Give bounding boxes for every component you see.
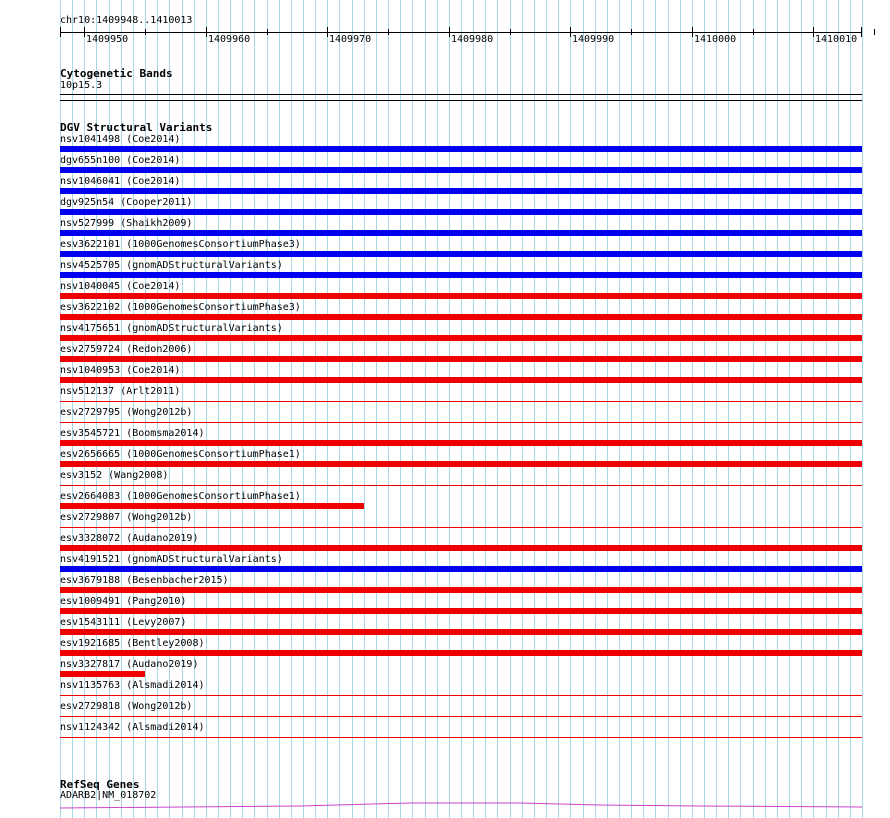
- ruler-tick-label: 1409960: [208, 34, 251, 45]
- dgv-feature-bar[interactable]: [60, 671, 145, 677]
- dgv-feature-label: esv3328072 (Audano2019): [60, 533, 199, 544]
- dgv-track-title[interactable]: DGV Structural Variants: [60, 121, 213, 134]
- ruler-tick-label: 1409990: [572, 34, 615, 45]
- ruler-tick: [327, 27, 328, 37]
- dgv-feature-label: dgv655n100 (Coe2014): [60, 155, 181, 166]
- dgv-feature-label: esv3622101 (1000GenomesConsortiumPhase3): [60, 239, 301, 250]
- ruler-minor-tick: [267, 29, 268, 35]
- dgv-feature-bar[interactable]: [60, 503, 364, 509]
- ruler-tick: [449, 27, 450, 37]
- dgv-feature-bar[interactable]: [60, 293, 862, 299]
- dgv-feature-bar[interactable]: [60, 716, 862, 717]
- dgv-feature-label: nsv4525705 (gnomADStructuralVariants): [60, 260, 283, 271]
- dgv-feature-label: esv3152 (Wang2008): [60, 470, 169, 481]
- dgv-feature-bar[interactable]: [60, 608, 862, 614]
- dgv-feature-label: esv2729795 (Wong2012b): [60, 407, 193, 418]
- dgv-feature-label: esv2664083 (1000GenomesConsortiumPhase1): [60, 491, 301, 502]
- dgv-feature-bar[interactable]: [60, 461, 862, 467]
- ruler-axis: [60, 32, 862, 33]
- refseq-track-title[interactable]: RefSeq Genes: [60, 778, 140, 791]
- dgv-feature-bar[interactable]: [60, 251, 862, 257]
- dgv-feature-label: esv1009491 (Pang2010): [60, 596, 187, 607]
- ruler-tick-label: 1410010: [815, 34, 858, 45]
- ruler-tick: [570, 27, 571, 37]
- ruler-tick-label: 1409970: [329, 34, 372, 45]
- dgv-feature-bar[interactable]: [60, 527, 862, 528]
- gene-label: ADARB2|NM_018702: [60, 790, 157, 801]
- dgv-feature-bar[interactable]: [60, 422, 862, 423]
- dgv-feature-bar[interactable]: [60, 209, 862, 215]
- dgv-feature-label: esv2656665 (1000GenomesConsortiumPhase1): [60, 449, 301, 460]
- ruler-coordinate: chr10:1409948..1410013: [60, 15, 193, 26]
- ruler-minor-tick: [145, 29, 146, 35]
- dgv-feature-label: nsv1046041 (Coe2014): [60, 176, 181, 187]
- dgv-feature-bar[interactable]: [60, 356, 862, 362]
- dgv-feature-bar[interactable]: [60, 566, 862, 572]
- dgv-feature-label: esv1543111 (Levy2007): [60, 617, 187, 628]
- dgv-feature-bar[interactable]: [60, 377, 862, 383]
- dgv-feature-bar[interactable]: [60, 146, 862, 152]
- gene-model[interactable]: [0, 798, 890, 810]
- dgv-feature-bar[interactable]: [60, 587, 862, 593]
- dgv-feature-label: esv2729818 (Wong2012b): [60, 701, 193, 712]
- cytoband-band-top[interactable]: [60, 94, 862, 95]
- dgv-feature-label: nsv512137 (Arlt2011): [60, 386, 181, 397]
- dgv-feature-label: esv3545721 (Boomsma2014): [60, 428, 205, 439]
- ruler-tick: [692, 27, 693, 37]
- dgv-feature-label: nsv3327817 (Audano2019): [60, 659, 199, 670]
- dgv-feature-bar[interactable]: [60, 314, 862, 320]
- ruler-minor-tick: [510, 29, 511, 35]
- dgv-feature-bar[interactable]: [60, 335, 862, 341]
- ruler-tick-label: 1409980: [451, 34, 494, 45]
- dgv-feature-bar[interactable]: [60, 737, 862, 738]
- dgv-feature-bar[interactable]: [60, 440, 862, 446]
- dgv-feature-bar[interactable]: [60, 695, 862, 696]
- dgv-feature-label: esv2759724 (Redon2006): [60, 344, 193, 355]
- dgv-feature-label: esv3679188 (Besenbacher2015): [60, 575, 229, 586]
- ruler-minor-tick: [388, 29, 389, 35]
- dgv-feature-label: nsv1041498 (Coe2014): [60, 134, 181, 145]
- dgv-feature-label: nsv4175651 (gnomADStructuralVariants): [60, 323, 283, 334]
- dgv-feature-label: nsv1135763 (Alsmadi2014): [60, 680, 205, 691]
- ruler-tick-label: 1409950: [86, 34, 129, 45]
- cytoband-band-bottom: [60, 100, 862, 101]
- dgv-feature-bar[interactable]: [60, 650, 862, 656]
- dgv-feature-label: nsv1040045 (Coe2014): [60, 281, 181, 292]
- dgv-feature-bar[interactable]: [60, 167, 862, 173]
- dgv-feature-label: esv2729807 (Wong2012b): [60, 512, 193, 523]
- dgv-feature-label: dgv925n54 (Cooper2011): [60, 197, 193, 208]
- dgv-feature-label: esv1921685 (Bentley2008): [60, 638, 205, 649]
- dgv-feature-label: nsv1124342 (Alsmadi2014): [60, 722, 205, 733]
- ruler-tick: [206, 27, 207, 37]
- dgv-feature-bar[interactable]: [60, 401, 862, 402]
- dgv-feature-label: nsv527999 (Shaikh2009): [60, 218, 193, 229]
- ruler-tick: [84, 27, 85, 37]
- dgv-feature-label: esv3622102 (1000GenomesConsortiumPhase3): [60, 302, 301, 313]
- ruler-end-tick: [861, 27, 862, 37]
- ruler-minor-tick: [874, 29, 875, 35]
- dgv-feature-bar[interactable]: [60, 188, 862, 194]
- cytoband-label: 10p15.3: [60, 80, 103, 91]
- dgv-feature-bar[interactable]: [60, 485, 862, 486]
- dgv-feature-bar[interactable]: [60, 629, 862, 635]
- dgv-feature-bar[interactable]: [60, 230, 862, 236]
- dgv-feature-bar[interactable]: [60, 545, 862, 551]
- dgv-feature-label: nsv4191521 (gnomADStructuralVariants): [60, 554, 283, 565]
- cytoband-track-title[interactable]: Cytogenetic Bands: [60, 67, 173, 80]
- dgv-feature-bar[interactable]: [60, 272, 862, 278]
- ruler-tick-label: 1410000: [694, 34, 737, 45]
- dgv-feature-label: nsv1040953 (Coe2014): [60, 365, 181, 376]
- ruler-minor-tick: [753, 29, 754, 35]
- ruler-tick: [813, 27, 814, 37]
- gene-intron-line: [60, 803, 862, 808]
- ruler-minor-tick: [631, 29, 632, 35]
- ruler-start-tick: [60, 27, 61, 37]
